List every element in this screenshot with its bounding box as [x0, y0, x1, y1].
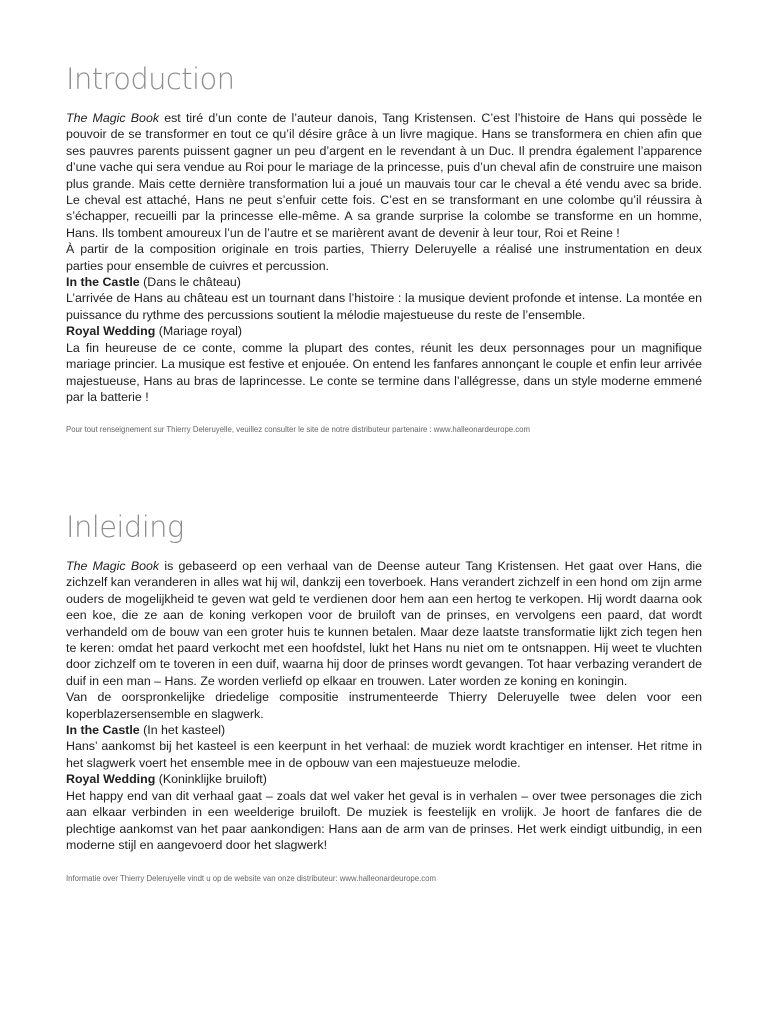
french-intro-text: est tiré d’un conte de l’auteur danois, Tang Kristensen. C’est l’histoire de Hans qui possède le pouvoir de se transformer en tout ce qu’il désire grâce à un livre magique. Hans se transformera en chien afin que ses pauvres parents puissent gagner un peu d’argent en le revendant à un Duc. Il prendra également l’apparence d’une vache qui sera vendue au Roi pour le mariage de la princesse, puis d’un cheval afin de construire une maison plus grande. Mais cette dernière transformation lui a joué un mauvais tour car le cheval a été vendu avec sa bride. Le cheval est attaché, Hans ne peut s’enfuir cette fois. C’est en se transformant en une colombe qu’il réussira à s’échapper, recueilli par la princesse elle-même. A sa grande surprise la colombe se transforme en un homme, Hans. Ils tombent amoureux l’un de l’autre et se marièrent avant de devenir à leur tour, Roi et Reine !	[66, 111, 702, 240]
dutch-part2-subtitle: (Koninklijke bruiloft)	[155, 772, 267, 787]
french-part1-subtitle: (Dans le château)	[139, 275, 241, 290]
french-intro-paragraph	[66, 110, 702, 241]
dutch-part2-heading	[66, 771, 702, 787]
french-section	[66, 62, 702, 435]
french-part2-title: Royal Wedding	[66, 324, 156, 339]
french-part2-subtitle: (Mariage royal)	[155, 324, 243, 339]
french-part1-paragraph: L’arrivée de Hans au château est un tournant dans l’histoire : la musique devient profonde et intense. La montée en puissance du rythme des percussions soutient la mélodie majestueuse du reste de l’ensemble.	[66, 291, 702, 322]
french-book-title: The Magic Book	[66, 111, 160, 125]
dutch-part2-paragraph: Het happy end van dit verhaal gaat – zoals dat wel vaker het geval is in verhalen – over twee personages die zich aan elkaar verbinden in een weelderige bruiloft. De muziek is feestelijk en vrolijk. Je hoort de fanfares die de plechtige aankomst van het paar aankondigen: Hans aan de arm van de prinses. Het werk eindigt uitbundig, in een moderne stijl en aangevoerd door het slagwerk!	[66, 788, 702, 852]
dutch-intro-paragraph	[66, 558, 702, 689]
dutch-heading: Inleiding	[66, 510, 184, 544]
dutch-part2-title: Royal Wedding	[66, 772, 156, 787]
dutch-part1-heading	[66, 722, 702, 738]
dutch-intro-text: is gebaseerd op een verhaal van de Deense auteur Tang Kristensen. Het gaat over Hans, die zichzelf kan veranderen in alles wat hij wil, dankzij een toverboek. Hans verandert zichzelf in een hond om zijn arme ouders de mogelijkheid te geven wat geld te verdienen door hem aan een hertog te verkopen. Hij wordt daarna ook een koe, die ze aan de koning verkopen voor de bruiloft van de prinses, en vervolgens een paard, dat wordt verhandeld om de bouw van een groter huis te kunnen betalen. Maar deze laatste transformatie lijkt zich tegen hen te keren: omdat het paard verkocht met een hoofdstel, lukt het Hans nu niet om te ontsnappen. Hij weet te vluchten door zichzelf om te toveren in een duif, waarna hij door de prinses wordt gevangen. Tot haar verbazing verandert de duif in een man – Hans. Ze worden verliefd op elkaar en trouwen. Later worden ze koning en koningin.	[66, 559, 702, 688]
dutch-distributor-note: Informatie over Thierry Deleruyelle vindt u op de website van onze distributeur: www.halleonardeurope.com	[66, 874, 436, 884]
french-part2-heading	[66, 323, 702, 339]
french-part1-heading	[66, 274, 702, 290]
french-heading: Introduction	[66, 62, 235, 96]
dutch-part1-title: In the Castle	[66, 723, 140, 738]
dutch-part1-paragraph: Hans’ aankomst bij het kasteel is een keerpunt in het verhaal: de muziek wordt krachtiger en intenser. Het ritme in het slagwerk voert het ensemble mee in de opbouw van een majestueuze melodie.	[66, 739, 702, 770]
dutch-part1-subtitle: (In het kasteel)	[139, 723, 226, 738]
dutch-book-title: The Magic Book	[66, 559, 160, 573]
dutch-section	[66, 510, 702, 884]
french-composition-paragraph: À partir de la composition originale en trois parties, Thierry Deleruyelle a réalisé une instrumentation en deux parties pour ensemble de cuivres et percussion.	[66, 242, 702, 273]
french-part1-title: In the Castle	[66, 275, 140, 290]
french-distributor-note: Pour tout renseignement sur Thierry Deleruyelle, veuillez consulter le site de notre distributeur partenaire : www.halleonardeurope.com	[66, 425, 531, 435]
dutch-composition-paragraph: Van de oorspronkelijke driedelige compositie instrumenteerde Thierry Deleruyelle twee delen voor een koperblazersensemble en slagwerk.	[66, 690, 702, 721]
french-part2-paragraph: La fin heureuse de ce conte, comme la plupart des contes, réunit les deux personnages pour un magnifique mariage princier. La musique est festive et enjouée. On entend les fanfares annonçant le couple et enfin leur arrivée majestueuse, Hans au bras de laprincesse. Le conte se termine dans l’allégresse, dans un style moderne emmené par la batterie !	[66, 340, 702, 404]
